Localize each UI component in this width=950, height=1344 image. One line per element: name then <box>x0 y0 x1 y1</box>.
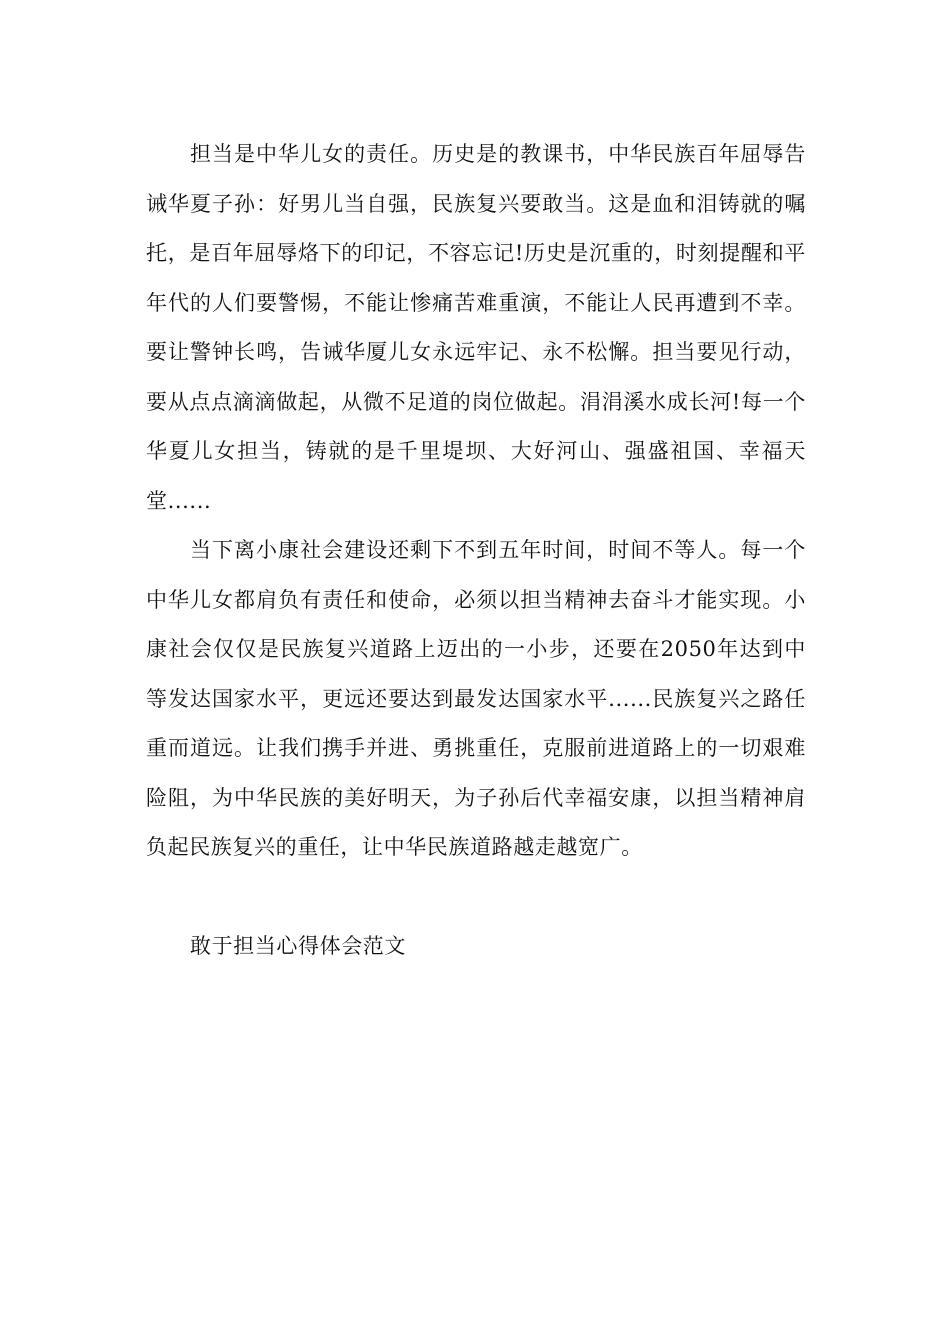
blank-line <box>146 873 806 922</box>
section-title: 敢于担当心得体会范文 <box>190 933 406 958</box>
paragraph-1: 担当是中华儿女的责任。历史是的教课书，中华民族百年屈辱告诫华夏子孙：好男儿当自强，民族复兴要敢当。这是血和泪铸就的嘱托，是百年屈辱烙下的印记，不容忘记!历史是沉重的，时刻提醒和平年代的人们要警惕，不能让惨痛苦难重演，不能让人民再遭到不幸。要让警钟长鸣，告诫华厦儿女永远牢记、永不松懈。担当要见行动，要从点点滴滴做起，从微不足道的岗位做起。涓涓溪水成长河!每一个华夏儿女担当，铸就的是千里堤坝、大好河山、强盛祖国、幸福天堂...... <box>146 142 806 513</box>
paragraph-2: 当下离小康社会建设还剩下不到五年时间，时间不等人。每一个中华儿女都肩负有责任和使命，必须以担当精神去奋斗才能实现。小康社会仅仅是民族复兴道路上迈出的一小步，还要在2050年达到中等发达国家水平，更远还要达到最发达国家水平......民族复兴之路任重而道远。让我们携手并进、勇挑重任，克服前进道路上的一切艰难险阻，为中华民族的美好明天，为子孙后代幸福安康，以担当精神肩负起民族复兴的重任，让中华民族道路越走越宽广。 <box>146 538 806 859</box>
document-body <box>146 130 806 971</box>
